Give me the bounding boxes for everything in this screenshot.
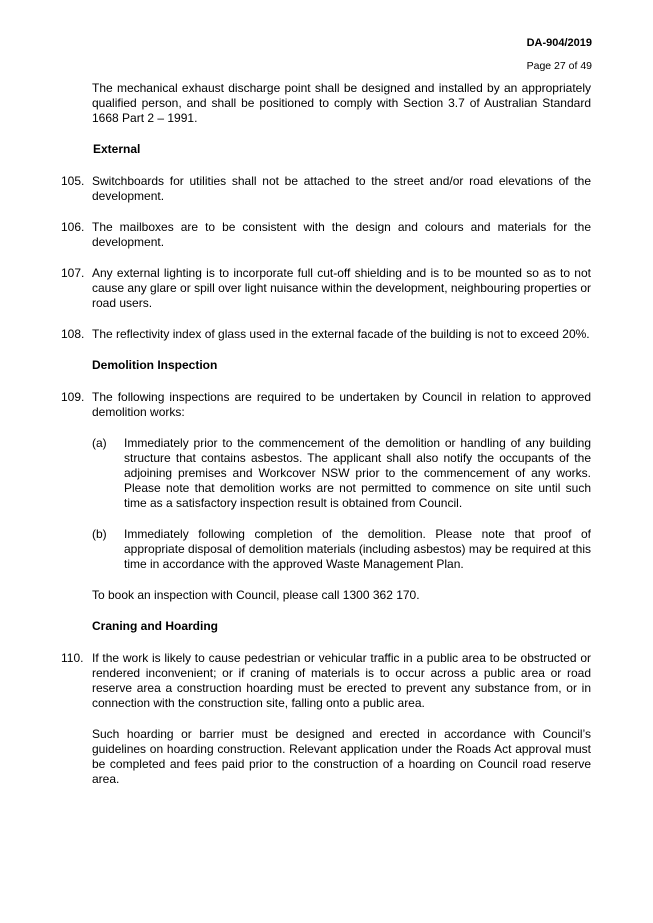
section-heading-craning: Craning and Hoarding [92,619,218,633]
page-number: Page 27 of 49 [526,60,592,72]
document-body [61,81,591,803]
sub-item-text: Immediately prior to the commencement of the demolition or handling of any building structure that contains asbestos. The applicant shall also notify the occupants of the adjoining premises and Workcover NSW prior to the commencement of any works. Please note that demolition works are not permitted to commence on site until such time as a satisfactory inspection result is obtained from Council. [124,436,591,510]
condition-number: 106. [61,220,85,234]
condition-number: 108. [61,327,85,341]
condition-item [61,174,591,204]
sub-item-text: Immediately following completion of the demolition. Please note that proof of appropriate disposal of demolition materials (including asbestos) may be required at this time in accordance with the approved Waste Management Plan. [124,527,591,571]
condition-item [61,390,591,603]
condition-text: If the work is likely to cause pedestrian or vehicular traffic in a public area to be obstructed or rendered inconvenient; or if craning of materials is to occur across a public area or road reserve area a construction hoarding must be erected to prevent any substance from, or in connection with the construction site, falling onto a public area. [92,651,591,710]
sub-item [92,527,591,572]
condition-item [61,651,591,787]
sub-item [92,436,591,511]
intro-paragraph: The mechanical exhaust discharge point shall be designed and installed by an appropriately qualified person, and shall be positioned to comply with Section 3.7 of Australian Standard 1668 Part 2 – 1991. [92,81,591,125]
condition-number: 105. [61,174,85,188]
booking-note: To book an inspection with Council, please call 1300 362 170. [92,588,420,602]
condition-item [61,266,591,311]
sub-item-label: (a) [92,436,107,450]
condition-text: The mailboxes are to be consistent with the design and colours and materials for the development. [92,220,591,249]
condition-text: The reflectivity index of glass used in the external facade of the building is not to exceed 20%. [92,327,590,341]
condition-number: 109. [61,390,85,404]
condition-text: Such hoarding or barrier must be designed and erected in accordance with Council’s guidelines on hoarding construction. Relevant application under the Roads Act approval must be completed and fees paid prior to the construction of a hoarding on Council road reserve area. [92,727,591,786]
section-heading-external: External [93,142,141,156]
condition-text: Switchboards for utilities shall not be attached to the street and/or road elevations of the development. [92,174,591,203]
condition-number: 110. [61,651,84,665]
condition-item [61,220,591,250]
document-reference: DA-904/2019 [526,37,592,49]
sub-item-label: (b) [92,527,107,541]
condition-item [61,327,591,342]
section-heading-demolition: Demolition Inspection [92,358,218,372]
condition-number: 107. [61,266,85,280]
condition-text: Any external lighting is to incorporate full cut-off shielding and is to be mounted so as to not cause any glare or spill over light nuisance within the development, neighbouring properties or road users. [92,266,591,310]
condition-text: The following inspections are required to be undertaken by Council in relation to approved demolition works: [92,390,591,419]
